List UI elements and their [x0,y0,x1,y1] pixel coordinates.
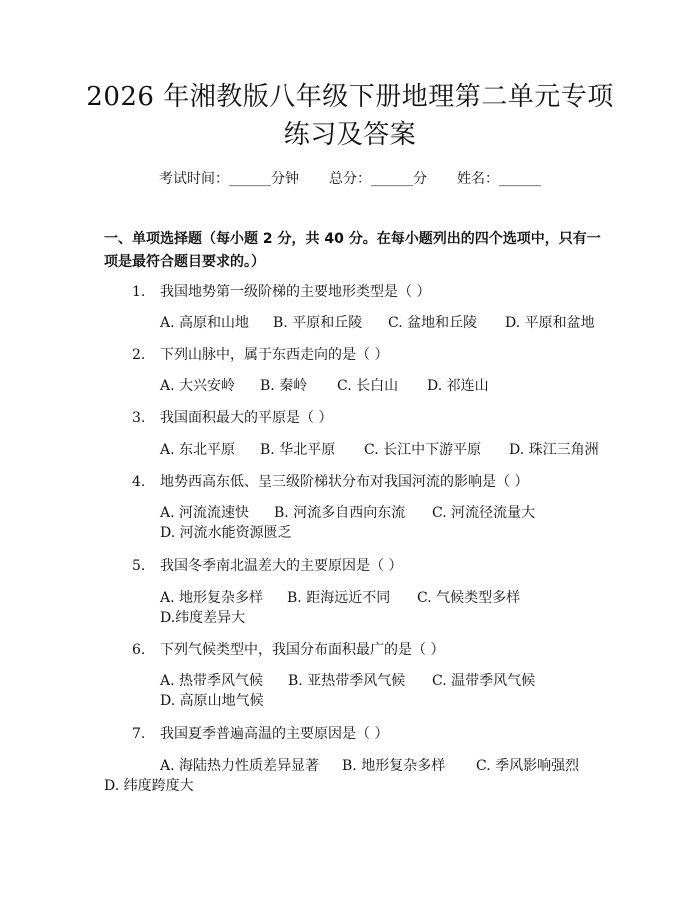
option: B. 地形复杂多样 [342,758,446,774]
option: B. 亚热带季风气候 [288,673,406,689]
question-options [104,671,599,711]
option: B. 秦岭 [260,378,308,394]
option: B. 平原和丘陵 [273,315,363,331]
option: A. 地形复杂多样 [160,590,264,606]
question-text: 地势西高东低、呈三级阶梯状分布对我国河流的影响是（ ） [160,474,529,490]
student-name: 姓名：______ [457,171,541,187]
exam-time: 考试时间：______分钟 [159,171,299,187]
option: C. 季风影响强烈 [476,758,580,774]
question-options [104,588,599,628]
document-title [60,78,640,154]
option: D. 祁连山 [427,378,489,394]
option: C. 温带季风气候 [432,673,536,689]
question-text: 下列气候类型中，我国分布面积最广的是（ ） [160,642,445,658]
option: A. 海陆热力性质差异显著 [160,758,320,774]
question-options [160,376,489,396]
question-options [104,503,599,543]
option: A. 大兴安岭 [160,378,236,394]
option: B. 河流多自西向东流 [274,505,406,521]
option: C. 长江中下游平原 [364,442,482,458]
question-options [160,313,595,333]
title-line-2: 练习及答案 [283,120,417,150]
section-heading: 一、单项选择题（每小题 2 分，共 40 分。在每小题列出的四个选项中，只有一项是最符合题目要求的。） [104,231,601,270]
option: A. 河流流速快 [160,505,250,521]
option: B. 华北平原 [260,442,336,458]
exam-score: 总分：______分 [329,171,427,187]
question-stem [132,640,444,660]
option: C. 河流径流量大 [432,505,536,521]
option: C. 盆地和丘陵 [388,315,478,331]
question-stem [132,282,430,302]
question-stem [132,556,402,576]
question-number: 2. [132,347,146,363]
question-number: 7. [132,726,146,742]
option: A. 东北平原 [160,442,236,458]
question-stem [132,345,388,365]
question-number: 3. [132,410,146,426]
option: A. 高原和山地 [160,315,250,331]
option: D. 珠江三角洲 [509,442,599,458]
option: A. 热带季风气候 [160,673,264,689]
question-number: 4. [132,474,146,490]
question-options [160,440,599,460]
question-number: 5. [132,558,146,574]
option: D.纬度差异大 [160,610,246,626]
question-options [104,756,599,796]
option: C. 气候类型多样 [417,590,521,606]
question-stem [132,472,528,492]
question-stem [132,724,388,744]
question-text: 我国面积最大的平原是（ ） [160,410,333,426]
option: D. 河流水能资源匮乏 [160,525,292,541]
question-stem [132,408,332,428]
question-text: 下列山脉中，属于东西走向的是（ ） [160,347,389,363]
question-number: 1. [132,284,146,300]
title-line-1: 2026 年湘教版八年级下册地理第二单元专项 [86,82,614,112]
exam-meta [0,169,700,189]
option: D. 平原和盆地 [505,315,595,331]
option: D. 高原山地气候 [160,693,264,709]
option: B. 距海远近不同 [287,590,391,606]
option: C. 长白山 [337,378,399,394]
question-text: 我国夏季普遍高温的主要原因是（ ） [160,726,389,742]
question-number: 6. [132,642,146,658]
question-text: 我国地势第一级阶梯的主要地形类型是（ ） [160,284,431,300]
option: D. 纬度跨度大 [104,778,194,794]
question-text: 我国冬季南北温差大的主要原因是（ ） [160,558,403,574]
